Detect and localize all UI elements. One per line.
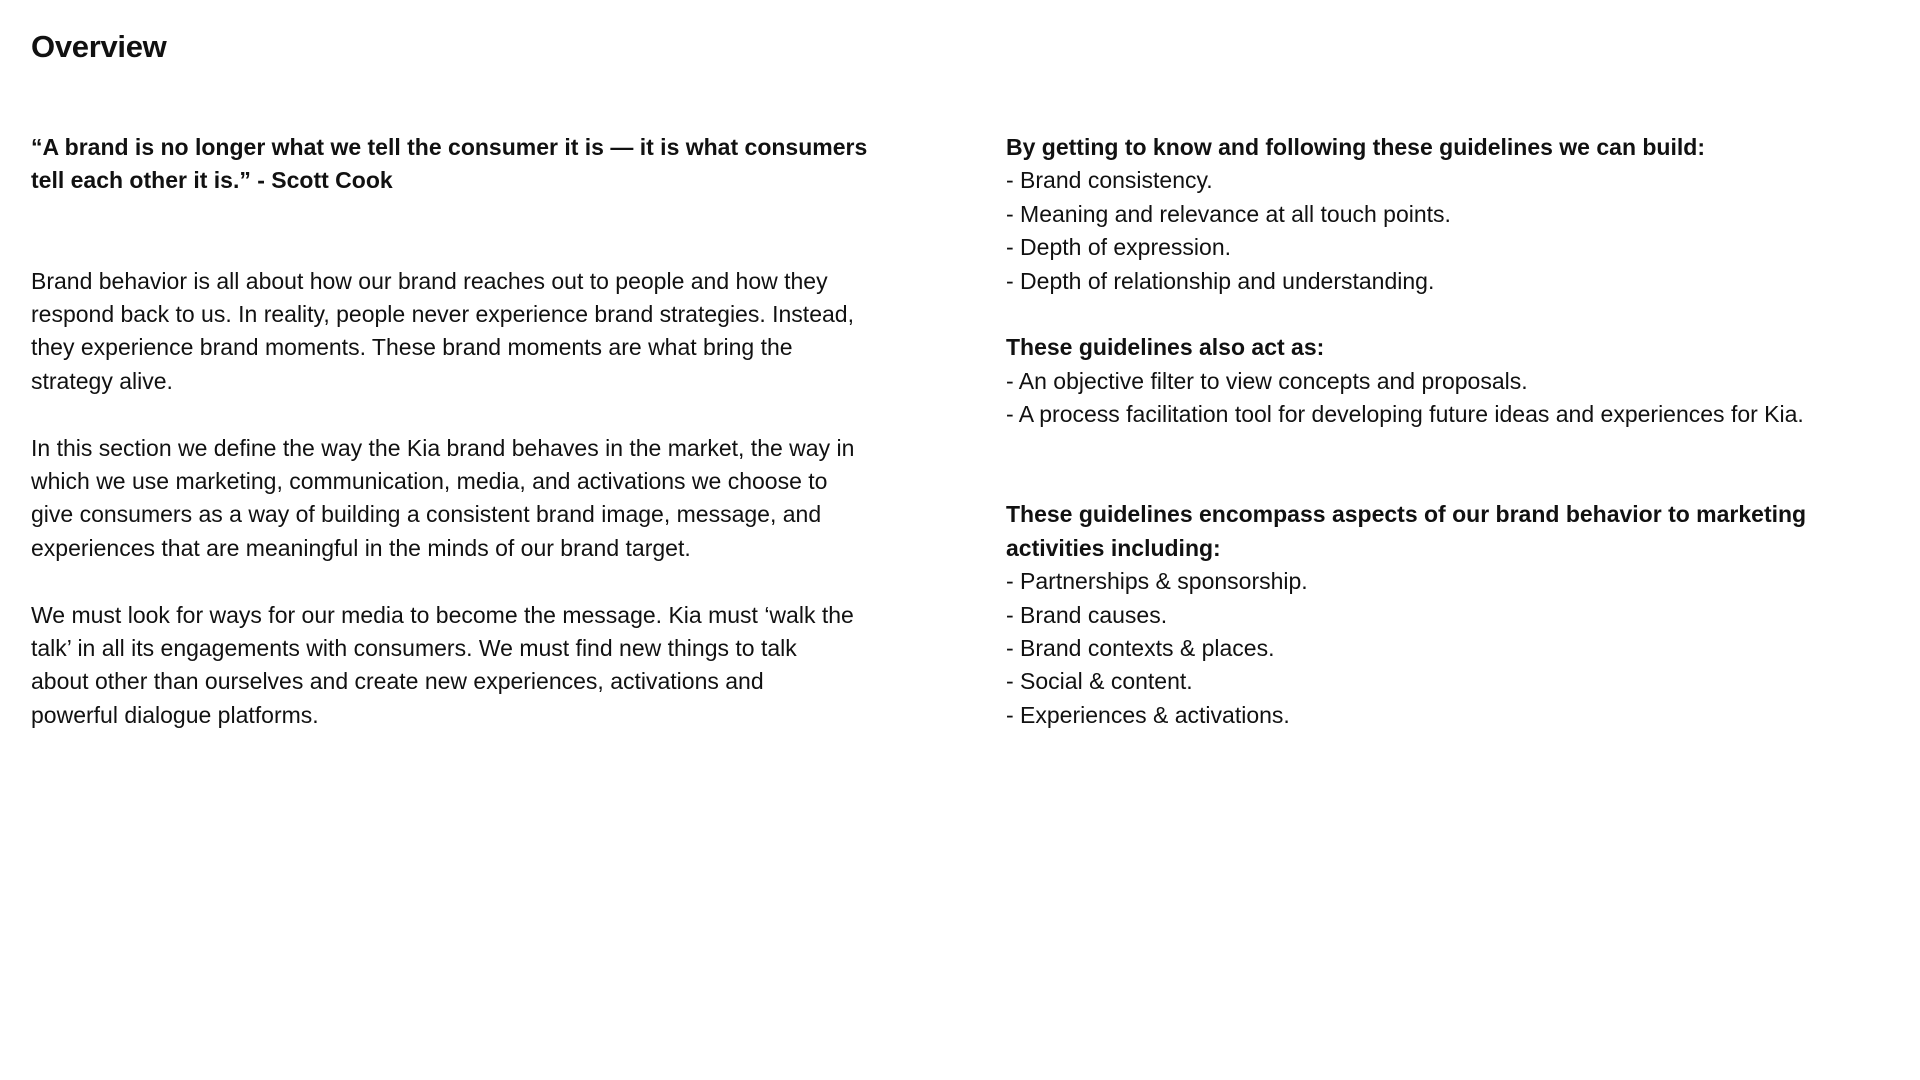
- paragraph-line: they experience brand moments. These brand moments are what bring the: [31, 334, 793, 361]
- list-item: - Brand causes.: [1006, 601, 1168, 628]
- spacer: [31, 398, 911, 431]
- list-item: - Depth of expression.: [1006, 234, 1232, 261]
- paragraph-line: Brand behavior is all about how our brand reaches out to people and how they: [31, 267, 828, 294]
- act-heading: These guidelines also act as:: [1006, 334, 1325, 361]
- list-item: - Experiences & activations.: [1006, 701, 1290, 728]
- paragraph-line: which we use marketing, communication, media, and activations we choose to: [31, 468, 828, 495]
- list-item: - Brand contexts & places.: [1006, 635, 1275, 662]
- paragraph-line: strategy alive.: [31, 367, 173, 394]
- left-column: [31, 131, 911, 732]
- spacer: [1006, 432, 1896, 499]
- spacer: [1006, 298, 1896, 331]
- paragraph-line: talk’ in all its engagements with consumers. We must find new things to talk: [31, 635, 797, 662]
- encompass-heading: activities including:: [1006, 534, 1221, 561]
- page-title: Overview: [31, 29, 167, 64]
- list-item: - Partnerships & sponsorship.: [1006, 568, 1308, 595]
- paragraph-line: We must look for ways for our media to become the message. Kia must ‘walk the: [31, 601, 854, 628]
- act-section: [1006, 331, 1896, 431]
- paragraph-line: about other than ourselves and create new experiences, activations and: [31, 668, 764, 695]
- paragraph-section-definition: [31, 432, 911, 566]
- quote-line: tell each other it is.” - Scott Cook: [31, 167, 393, 194]
- paragraph-media-message: [31, 599, 911, 733]
- list-item: - Brand consistency.: [1006, 167, 1213, 194]
- encompass-section: [1006, 498, 1896, 732]
- paragraph-line: In this section we define the way the Kia brand behaves in the market, the way in: [31, 434, 855, 461]
- list-item: - Social & content.: [1006, 668, 1193, 695]
- encompass-heading: These guidelines encompass aspects of our brand behavior to marketing: [1006, 501, 1807, 528]
- build-heading: By getting to know and following these guidelines we can build:: [1006, 134, 1705, 160]
- list-item: - Meaning and relevance at all touch points.: [1006, 200, 1451, 227]
- paragraph-line: give consumers as a way of building a consistent brand image, message, and: [31, 501, 822, 528]
- build-section: [1006, 131, 1896, 298]
- list-item: - An objective filter to view concepts and proposals.: [1006, 367, 1528, 394]
- list-item: - A process facilitation tool for developing future ideas and experiences for Kia.: [1006, 401, 1804, 428]
- quote-line: “A brand is no longer what we tell the consumer it is — it is what consumers: [31, 134, 868, 160]
- list-item: - Depth of relationship and understanding.: [1006, 267, 1435, 294]
- paragraph-line: respond back to us. In reality, people never experience brand strategies. Instead,: [31, 301, 854, 328]
- spacer: [31, 565, 911, 598]
- scott-cook-quote: [31, 131, 911, 198]
- paragraph-brand-behavior: [31, 265, 911, 399]
- paragraph-line: powerful dialogue platforms.: [31, 701, 319, 728]
- spacer: [31, 198, 911, 265]
- right-column: [1006, 131, 1896, 732]
- paragraph-line: experiences that are meaningful in the minds of our brand target.: [31, 534, 691, 561]
